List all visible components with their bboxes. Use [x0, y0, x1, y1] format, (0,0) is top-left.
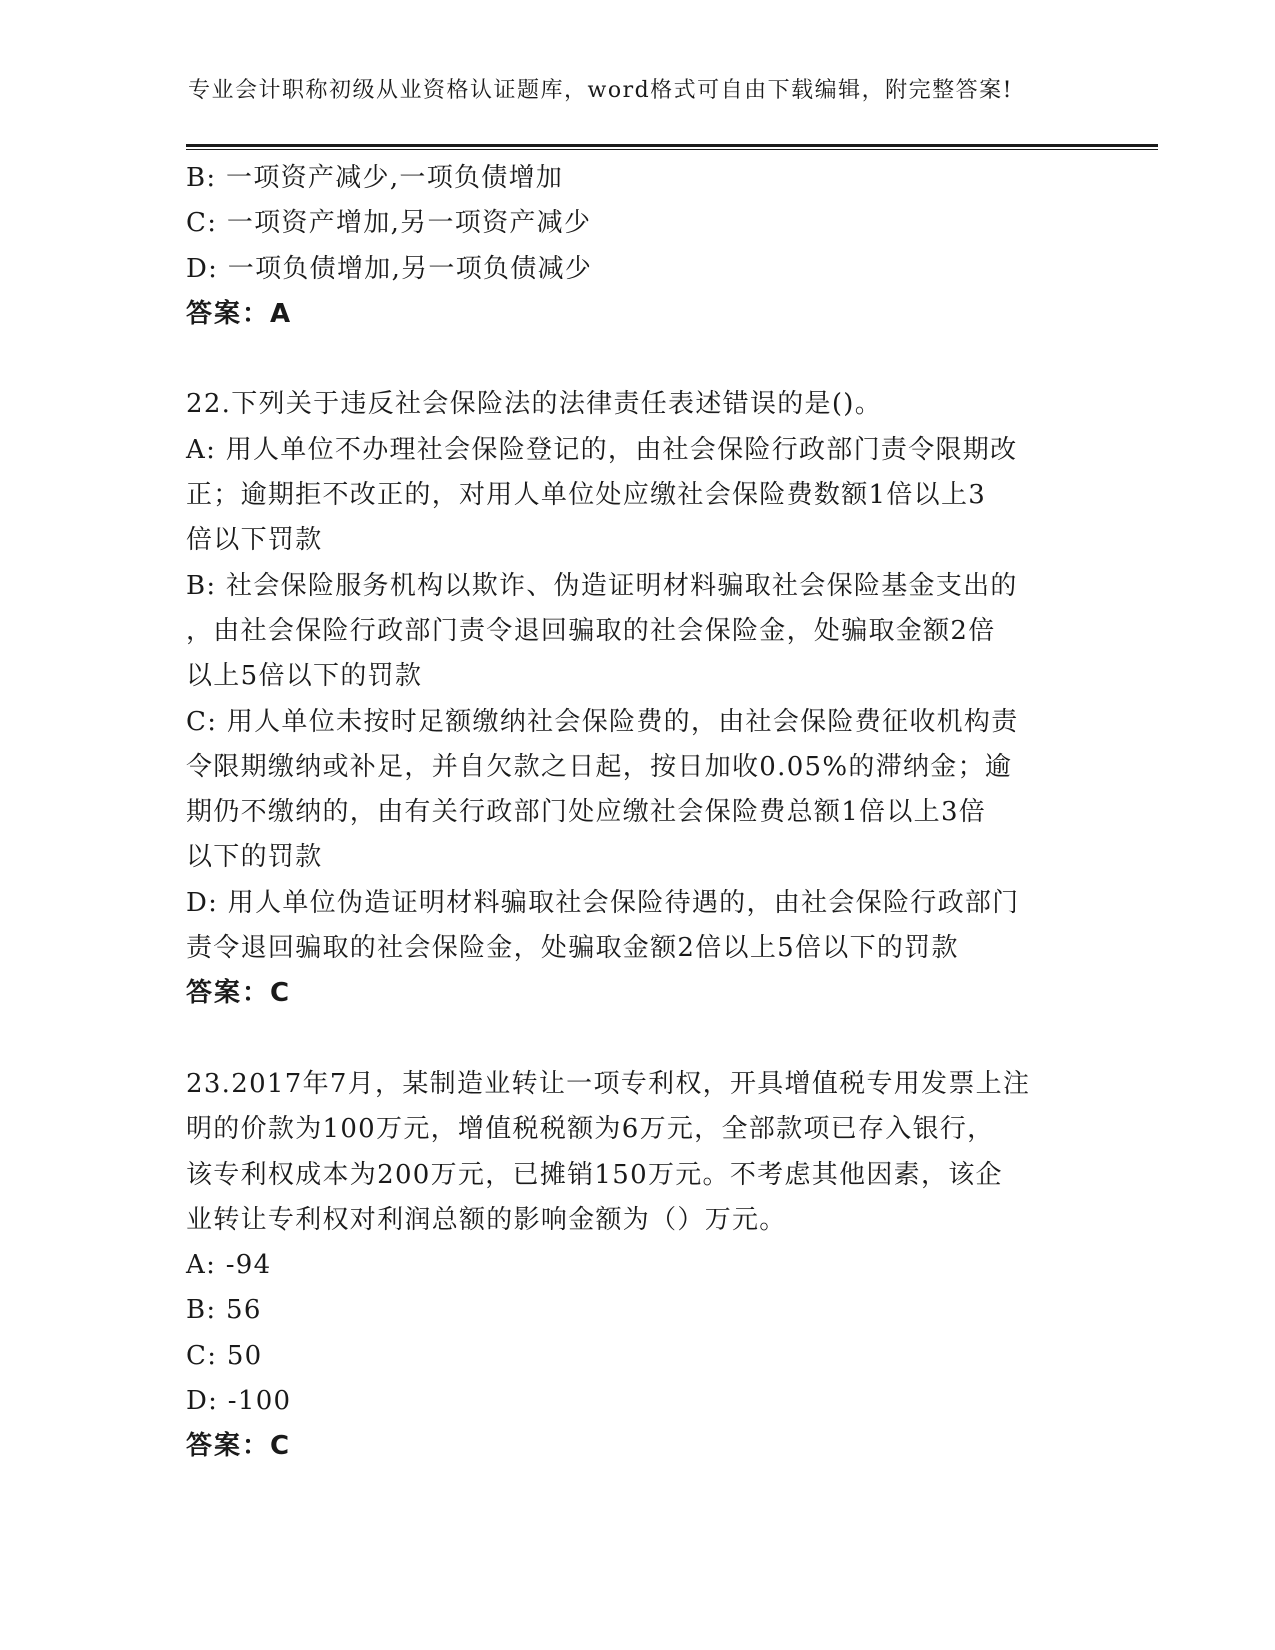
spacer: [186, 337, 1086, 382]
q22-option-a-line: A: 用人单位不办理社会保险登记的，由社会保险行政部门责令限期改: [186, 434, 1018, 465]
q22-option-c-line: 以下的罚款: [186, 842, 323, 873]
q22-option-d-line: 责令退回骗取的社会保险金，处骗取金额2倍以上5倍以下的罚款: [186, 933, 959, 964]
q23-option-b: B: 56: [186, 1295, 262, 1326]
q22-option-a-line: 正；逾期拒不改正的，对用人单位处应缴社会保险费数额1倍以上3: [186, 480, 987, 511]
question-21-block: [186, 156, 1086, 337]
q23-option-c: C: 50: [186, 1340, 263, 1371]
q21-option-b: B: 一项资产减少,一项负债增加: [186, 163, 564, 193]
question-23-block: [186, 1062, 1086, 1470]
document-body: [186, 156, 1086, 1470]
q22-option-c-line: 令限期缴纳或补足，并自欠款之日起，按日加收0.05%的滞纳金；逾: [186, 751, 1013, 782]
q22-option-a-line: 倍以下罚款: [186, 525, 323, 556]
page-header-text: 专业会计职称初级从业资格认证题库，word格式可自由下载编辑，附完整答案!: [188, 78, 1014, 103]
q23-option-d: D: -100: [186, 1386, 292, 1417]
q21-option-c: C: 一项资产增加,另一项资产减少: [186, 208, 592, 239]
q23-question-line: 明的价款为100万元，增值税税额为6万元，全部款项已存入银行，: [186, 1114, 995, 1145]
q22-option-b-line: 以上5倍以下的罚款: [186, 661, 423, 692]
q22-option-b-line: ，由社会保险行政部门责令退回骗取的社会保险金，处骗取金额2倍: [186, 615, 996, 646]
q21-answer: 答案：A: [186, 298, 293, 329]
q22-option-c-line: 期仍不缴纳的，由有关行政部门处应缴社会保险费总额1倍以上3倍: [186, 797, 987, 828]
q23-question-line: 23.2017年7月，某制造业转让一项专利权，开具增值税专用发票上注: [186, 1068, 1031, 1099]
q22-option-b-line: B: 社会保险服务机构以欺诈、伪造证明材料骗取社会保险基金支出的: [186, 570, 1018, 601]
header-divider: [186, 144, 1158, 150]
q22-option-c-line: C: 用人单位未按时足额缴纳社会保险费的，由社会保险费征收机构责: [186, 706, 1019, 737]
q23-option-a: A: -94: [186, 1250, 272, 1281]
q22-option-d-line: D: 用人单位伪造证明材料骗取社会保险待遇的，由社会保险行政部门: [186, 887, 1020, 918]
q23-question-line: 该专利权成本为200万元，已摊销150万元。不考虑其他因素，该企: [186, 1159, 1003, 1190]
spacer: [186, 1017, 1086, 1062]
question-22-block: [186, 382, 1086, 1016]
q23-answer: 答案：C: [186, 1431, 292, 1462]
q22-answer: 答案：C: [186, 978, 292, 1009]
q23-question-line: 业转让专利权对利润总额的影响金额为（）万元。: [186, 1204, 787, 1235]
q22-question: 22.下列关于违反社会保险法的法律责任表述错误的是()。: [186, 389, 883, 420]
q21-option-d: D: 一项负债增加,另一项负债减少: [186, 253, 593, 284]
